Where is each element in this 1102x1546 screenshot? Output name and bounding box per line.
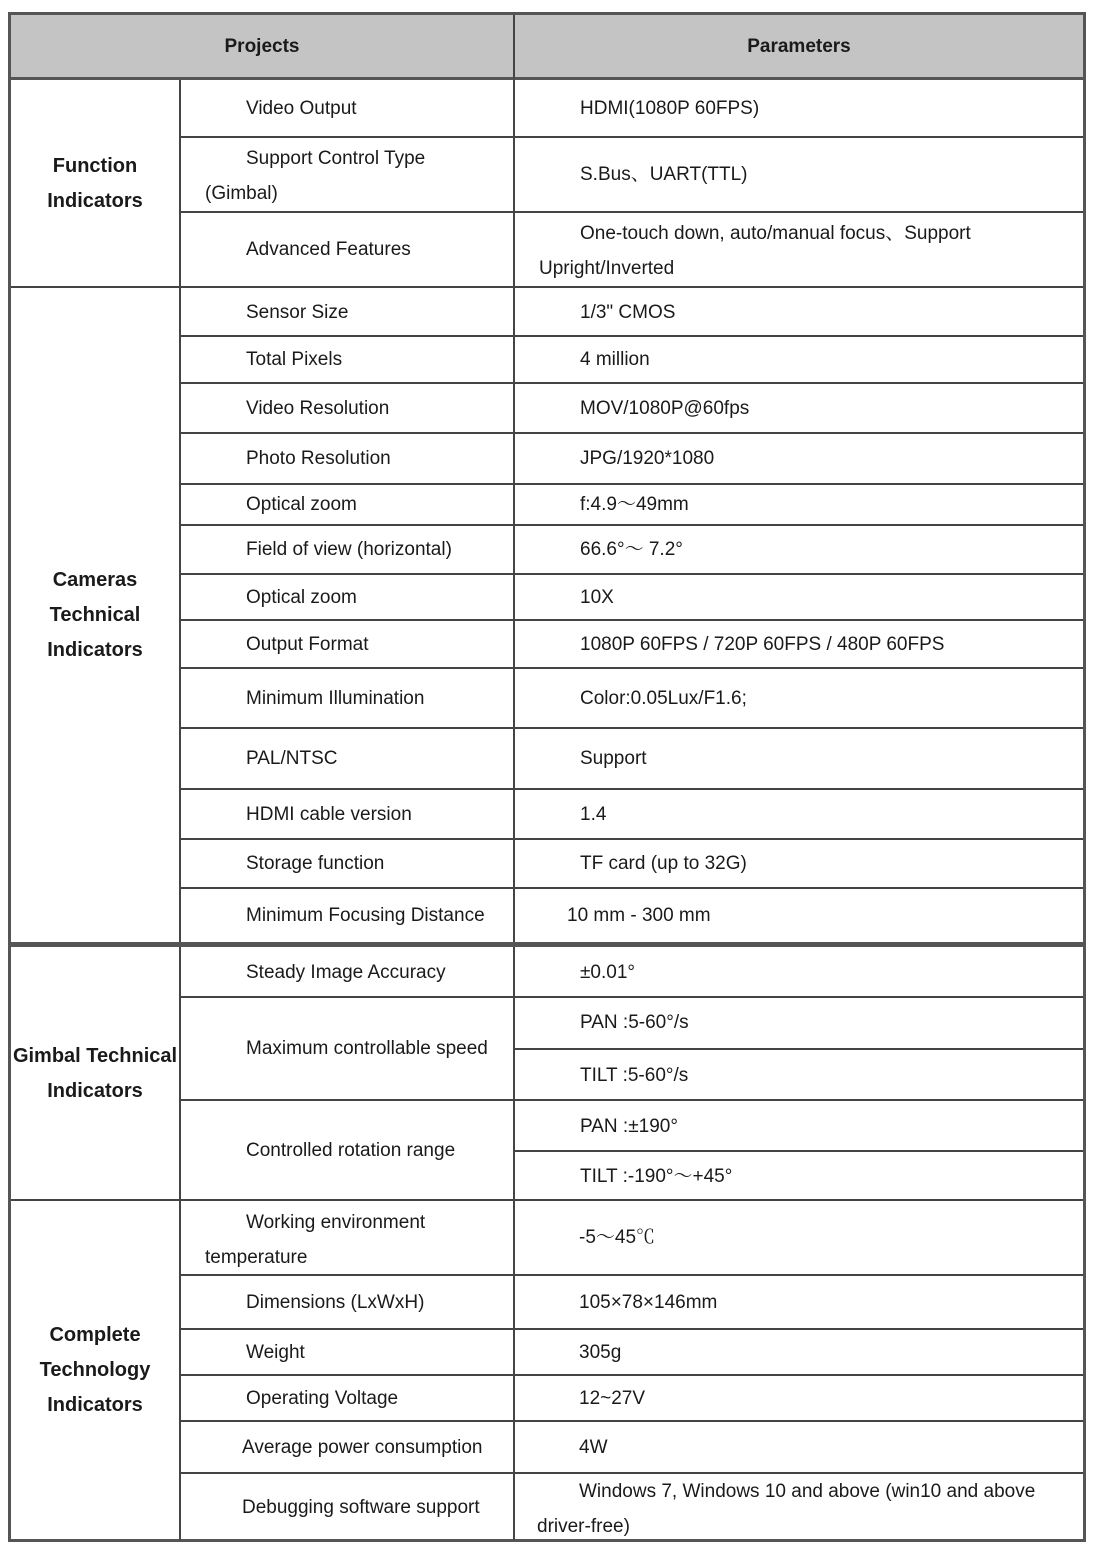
row-value: 1080P 60FPS / 720P 60FPS / 480P 60FPS — [580, 633, 945, 655]
row-item: Field of view (horizontal) — [181, 525, 515, 574]
row-value: 10X — [580, 586, 614, 608]
row-item: Maximum controllable speed — [181, 997, 515, 1100]
row-value: Support — [580, 748, 647, 769]
row-value: TF card (up to 32G) — [580, 853, 747, 874]
row-value: S.Bus、UART(TTL) — [580, 164, 748, 185]
row-item: Output Format — [181, 620, 515, 668]
row-item: PAL/NTSC — [181, 728, 515, 789]
row-item: Advanced Features — [181, 212, 515, 287]
row-value: 4W — [579, 1437, 608, 1458]
row-item: Controlled rotation range — [181, 1101, 515, 1200]
row-value: Windows 7, Windows 10 and above (win10 and above driver-free) — [537, 1481, 1036, 1537]
row-value: HDMI(1080P 60FPS) — [580, 98, 760, 119]
row-item: Average power consumption — [181, 1422, 515, 1473]
row-item: Steady Image Accuracy — [181, 947, 515, 997]
header-projects: Projects — [11, 15, 515, 80]
group-label-line: Function — [52, 154, 138, 177]
row-item: Debugging software support — [181, 1474, 515, 1540]
row-value: 4 million — [580, 349, 650, 370]
row-value: 305g — [579, 1342, 622, 1363]
row-value: ±0.01° — [580, 961, 636, 983]
row-value: JPG/1920*1080 — [580, 448, 715, 469]
group-function-indicators — [11, 80, 181, 287]
row-value: f:4.9～49mm — [580, 494, 689, 515]
row-value: Color:0.05Lux/F1.6; — [580, 687, 747, 709]
row-item: Sensor Size — [181, 288, 515, 336]
row-value: One-touch down, auto/manual focus、Support Upright/Inverted — [539, 223, 971, 279]
row-value: PAN :±190° — [580, 1115, 678, 1137]
row-item: Storage function — [181, 839, 515, 888]
row-value: 1/3" CMOS — [580, 301, 676, 323]
row-value: TILT :-190°～+45° — [580, 1165, 733, 1187]
row-item: Weight — [181, 1330, 515, 1375]
row-value: PAN :5-60°/s — [580, 1012, 689, 1033]
row-item: Support Control Type (Gimbal) — [181, 137, 515, 212]
row-value: 105×78×146mm — [579, 1291, 718, 1313]
row-item: Optical zoom — [181, 484, 515, 525]
row-value: MOV/1080P@60fps — [580, 397, 750, 419]
row-item: Optical zoom — [181, 574, 515, 620]
row-value: 66.6°～ 7.2° — [580, 539, 683, 560]
row-item: Total Pixels — [181, 336, 515, 383]
row-item: Dimensions (LxWxH) — [181, 1276, 515, 1328]
row-item: Video Resolution — [181, 383, 515, 433]
row-item: Minimum Focusing Distance — [181, 888, 515, 943]
row-value: 10 mm - 300 mm — [567, 905, 711, 926]
group-complete-technology-indicators: Complete Technology Indicators — [11, 1201, 181, 1540]
row-value: 1.4 — [580, 803, 607, 825]
row-value: TILT :5-60°/s — [580, 1064, 689, 1086]
row-value: -5～45℃ — [579, 1227, 656, 1248]
row-item: Operating Voltage — [181, 1376, 515, 1421]
row-item: Video Output — [181, 80, 515, 137]
group-gimbal-technical-indicators: Gimbal Technical Indicators — [11, 947, 181, 1200]
row-value: 12~27V — [579, 1388, 646, 1409]
group-label-line: Indicators — [47, 189, 143, 212]
row-item: HDMI cable version — [181, 789, 515, 839]
row-item: Working environment temperature — [181, 1201, 515, 1274]
group-cameras-technical-indicators: Cameras Technical Indicators — [11, 288, 181, 943]
row-item: Photo Resolution — [181, 433, 515, 484]
spec-table — [8, 12, 1086, 1542]
header-parameters: Parameters — [515, 15, 1083, 80]
row-item: Minimum Illumination — [181, 668, 515, 728]
